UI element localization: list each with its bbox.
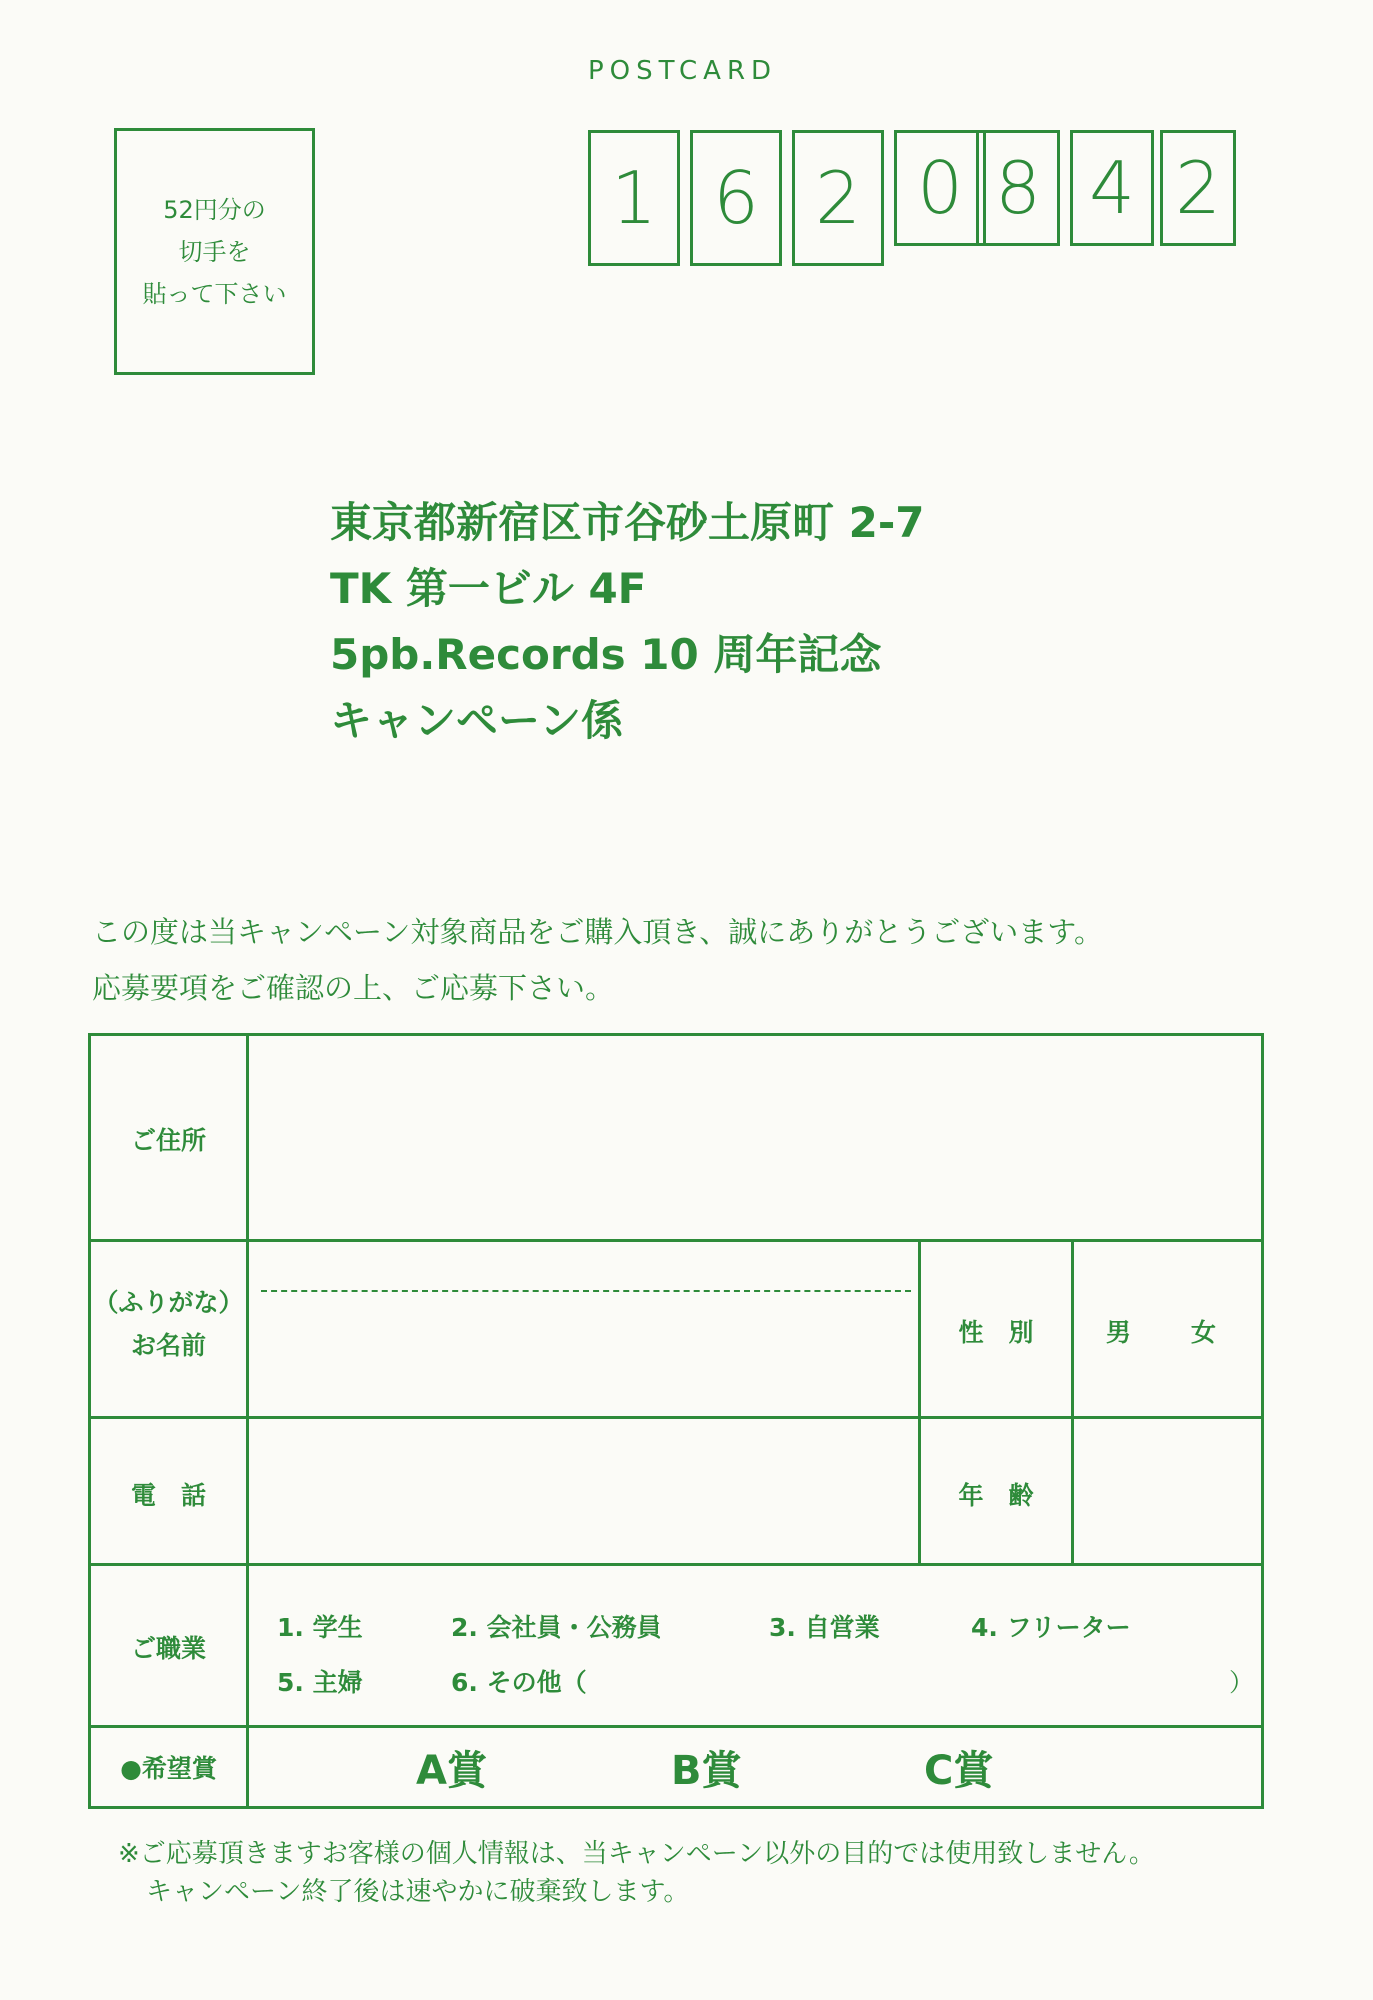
prize-option-c[interactable]: C賞 <box>924 1748 994 1794</box>
postal-digit-box[interactable]: 8 <box>976 130 1060 246</box>
age-label: 年 齢 <box>958 1481 1034 1510</box>
occupation-option[interactable]: 1. 学生 <box>277 1613 363 1642</box>
occupation-option[interactable]: 3. 自営業 <box>769 1613 880 1642</box>
row-divider <box>91 1416 1261 1419</box>
address-label: ご住所 <box>130 1126 206 1155</box>
phone-label: 電 話 <box>130 1481 206 1510</box>
intro-line-2: 応募要項をご確認の上、ご応募下さい。 <box>92 971 615 1005</box>
postal-digit-box[interactable]: 0 <box>894 130 986 246</box>
stamp-text-line: 切手を <box>178 237 251 266</box>
stamp-text-line: 52円分の <box>163 195 266 224</box>
entry-form <box>88 1033 1264 1809</box>
gender-option-male[interactable]: 男 <box>1106 1318 1132 1347</box>
notice-line-1: ※ご応募頂きますお客様の個人情報は、当キャンペーン以外の目的では使用致しません。 <box>118 1839 1155 1869</box>
occupation-option[interactable]: 4. フリーター <box>971 1613 1131 1642</box>
prize-option-b[interactable]: B賞 <box>671 1748 742 1794</box>
stamp-text-line: 貼って下さい <box>142 279 287 308</box>
intro-text <box>92 904 1103 1016</box>
row-divider <box>91 1725 1261 1728</box>
postal-digit-box[interactable]: 2 <box>792 130 884 266</box>
occupation-option[interactable]: 2. 会社員・公務員 <box>451 1613 662 1642</box>
recipient-address <box>330 490 925 754</box>
label-column-divider <box>246 1036 249 1806</box>
furigana-label: （ふりがな） <box>93 1288 244 1317</box>
column-divider <box>1071 1239 1074 1563</box>
gender-label: 性 別 <box>958 1318 1034 1347</box>
address-line: 5pb.Records 10 周年記念 <box>330 630 882 679</box>
occupation-option-other[interactable]: 6. その他（ <box>451 1668 587 1697</box>
age-input-area[interactable] <box>1076 1421 1258 1559</box>
name-label: お名前 <box>130 1331 206 1360</box>
postal-digit-box[interactable]: 2 <box>1160 130 1236 246</box>
column-divider <box>918 1239 921 1563</box>
prize-option-a[interactable]: A賞 <box>416 1748 487 1794</box>
gender-option-female[interactable]: 女 <box>1191 1318 1217 1347</box>
postal-digit-box[interactable]: 6 <box>690 130 782 266</box>
address-line: キャンペーン係 <box>330 696 624 745</box>
postal-digit-box[interactable]: 4 <box>1070 130 1154 246</box>
occupation-label: ご職業 <box>130 1634 206 1663</box>
postal-digit-box[interactable]: 1 <box>588 130 680 266</box>
stamp-box <box>114 128 315 375</box>
address-line: 東京都新宿区市谷砂土原町 2-7 <box>330 498 925 547</box>
intro-line-1: この度は当キャンペーン対象商品をご購入頂き、誠にありがとうございます。 <box>92 915 1103 949</box>
address-line: TK 第一ビル 4F <box>330 564 647 613</box>
other-close-paren: ） <box>1229 1668 1255 1697</box>
phone-input-area[interactable] <box>251 1421 913 1559</box>
row-divider <box>91 1239 1261 1242</box>
prize-label: ●希望賞 <box>120 1754 217 1783</box>
name-input-area[interactable] <box>251 1244 913 1412</box>
privacy-notice <box>118 1835 1155 1911</box>
postcard-label: POSTCARD <box>588 56 778 86</box>
occupation-option[interactable]: 5. 主婦 <box>277 1668 363 1697</box>
row-divider <box>91 1563 1261 1566</box>
notice-line-2: キャンペーン終了後は速やかに破棄致します。 <box>146 1877 690 1907</box>
address-input-area[interactable] <box>251 1041 1256 1236</box>
